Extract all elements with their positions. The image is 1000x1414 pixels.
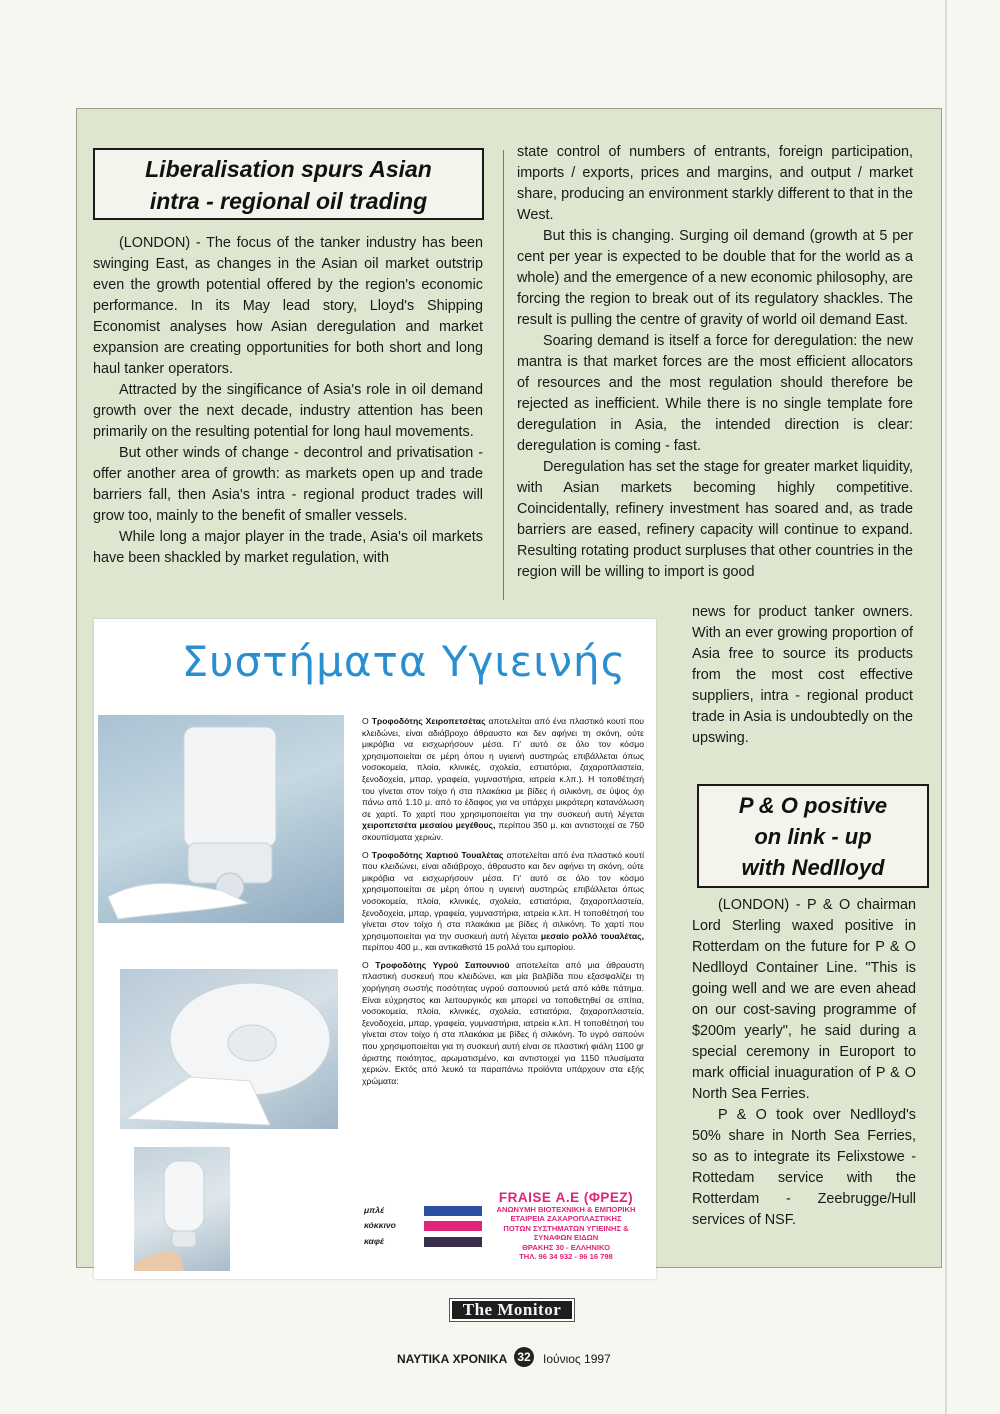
article1-paragraph: Deregulation has set the stage for greater market liquidity, with Asian markets becoming highly competitive. Coincidentally, refinery investment has soared and, as trade barriers are eased, refinery capacity will continue to expand. Resulting rotating product surpluses that other countries in the region will be willing to import is good [517,459,913,580]
article1-paragraph: Attracted by the singificance of Asia's role in oil demand growth over the next decade, industry attention has been primarily on the resulting potential for long haul movements. [93,382,483,440]
company-name: FRAISE Α.Ε (ΦΡΕΖ) [498,1190,634,1205]
ad-paragraph-toilet [362,850,644,954]
ad-text-fragment: Ο [362,959,369,970]
article2-headline-line2: on link - up [754,824,872,849]
column-divider [503,150,504,600]
issue-date: Ιούνιος 1997 [543,1352,611,1366]
ad-text-fragment: Ο [362,716,369,726]
company-line: ΠΟΤΩΝ ΣΥΣΤΗΜΑΤΩΝ ΥΓΙΕΙΝΗΣ & [503,1223,629,1233]
article2-paragraph: P & O took over Nedlloyd's 50% share in North Sea Ferries, so as to integrate its Felixstowe - Rottedam service with the Rotterdam - Zeebrugge/Hull services of NSF. [692,1107,916,1228]
article1-paragraph: state control of numbers of entrants, foreign participation, imports / exports, prices and margins, and output / market share, producing an environment starkly different to that in the West. [517,144,913,223]
ad-text-fragment: περίπου 400 μ., και αντικαθιστά 15 ρολλά του εμπορίου. [362,942,576,953]
article1-paragraph: But other winds of change - decontrol and privatisation - offer another area of growth: as markets open up and trade barriers fall, then Asia's intra - regional product trades will grow too, mainly to the benefit of smaller vessels. [93,445,483,524]
ad-product-name: Τροφοδότης Χαρτιού Τουαλέτας [371,849,504,860]
article1-column2 [517,142,913,583]
article2-headline-line1: P & O positive [738,793,888,818]
article1-column1 [93,233,483,569]
hygiene-advertisement [94,619,656,1279]
article1-column3 [692,602,913,749]
publication-name: ΝΑΥΤΙΚΑ ΧΡΟΝΙΚΑ [397,1352,508,1366]
article1-headline-line2: intra - regional oil trading [149,188,428,214]
article1-paragraph: Soaring demand is itself a force for deregulation: the new mantra is that market forces are the most efficient allocators of resources and the most regulation should therefore be rejected as inefficient. While there is no single template fore deregulation in Asia, the intended direction is clear: deregulation is coming - fast. [517,333,913,454]
article2-headline-line3: with Nedlloyd [741,855,885,880]
article1-headline-line1: Liberalisation spurs Asian [145,156,432,182]
monitor-logo: The Monitor [449,1298,575,1322]
company-line: ΑΝΩΝΥΜΗ ΒΙΟΤΕΧΝΙΚΗ & ΕΜΠΟΡΙΚΗ [496,1205,636,1214]
color-swatch-blue [424,1206,482,1216]
towel-dispenser-icon [98,715,344,923]
color-swatch-brown [424,1237,482,1247]
article1-paragraph: But this is changing. Surging oil demand (growth at 5 per cent per year is expected to be double that for the world as a whole) and the emergence of a new economic philosophy, are forcing the region to break out of its regulatory shackles. The result is pulling the centre of gravity of world oil demand East. [517,228,913,328]
article1-headline [93,148,484,220]
color-swatch-red [424,1221,482,1231]
ad-title: Συστήματα Υγιεινής [181,637,627,686]
ad-text-fragment: αποτελείται από ένα πλαστικό κουτί που κλειδώνει, είναι αδιάβροχο άθραυστο και δεν αφήνει τη σκόνη, ούτε μικρόβια να εισχωρήσουν μέσα. Γι' αυτό σε όλο τον κόσμο χρησιμοποιείται σε μέρη όπου η υγιεινή αυστηρώς επιβάλλεται όπως νοσοκομεία, πλοία, κλινικές, σχολεία, εστιατόρια, ζαχαροπλαστεία, ξενοδοχεία, μπαρ, γραφεία, γυμναστήρια, ιατρεία κ.λπ.). Η τοποθέτησή του γίνεται στον τοίχο ή στα πλακάκια με βίδες ή σιλικόνη, σε ύψος όχι πάνω από 1.10 μ. από το έδαφος για να υπάρχει μικρότερη κατανάλωση σε χαρτί. Το χαρτί που χρησιμοποιείται για την συσκευή αυτή λέγεται [362,716,645,819]
ad-paragraph-soap [362,960,644,1088]
ad-product-name: μεσαίο ρολλό τουαλέτας, [540,930,645,941]
toilet-paper-dispenser-icon [120,969,338,1129]
ad-product-name: χειροπετσέτα μεσαίου μεγέθους, [362,820,496,831]
article1-paragraph: While long a major player in the trade, Asia's oil markets have been shackled by market regulation, with [93,529,483,566]
ad-description [362,716,644,1093]
toilet-paper-dispenser-photo [120,969,338,1129]
ad-paragraph-towel [362,716,644,844]
article2-headline [697,784,929,888]
soap-dispenser-photo [134,1147,230,1271]
article2-body [692,895,916,1231]
ad-product-name: Τροφοδότης Υγρού Σαπουνιού [375,959,510,970]
ad-text-fragment: περίπου 350 μ. και αντιστοιχεί σε 750 σκουπίσματα χεριών. [362,820,645,842]
company-line: ΣΥΝΑΦΩΝ ΕΙΔΩΝ [533,1233,599,1243]
ad-product-name: Τροφοδότης Χειροπετσέτας [371,716,486,726]
towel-dispenser-photo [98,715,344,923]
ad-text-fragment: αποτελείται από μια άθραυστη πλαστική συσκευή που κλειδώνει, και μία βαλβίδα που εξασφαλίζει τη χορήγηση σωστής ποσότητας υγρού σαπουνιού μετά από κάθε πάτημα. Είναι εύχρηστος και λειτουργικός και μπορεί να τοποθετηθεί σε σπίτια, νοσοκομεία, πλοία, κλινικές, σχολεία, εστιατόρια, ζαχαροπλαστεία, ξενοδοχεία, μπαρ, γραφεία, γυμναστήρια, ιατρεία κ.λπ. Η τοποθέτησή του γίνεται στον τοίχο ή στα πλακάκια με βίδες ή σιλικόνη. Το υγρό σαπούνι που χρησιμοποιείται για τη συσκευή αυτή είναι σε πλαστική φιάλη 1100 gr άριστης ποιότητος, αρωματισμένο, και αντιστοιχεί για 1150 πλυσίματα χεριών. Εκτός από λευκό τα παραπάνω προϊόντα υπάρχουν στα εξής χρώματα: [362,959,644,1086]
soap-dispenser-icon [134,1147,230,1271]
article1-paragraph: news for product tanker owners. With an ever growing proportion of Asia free to source its products from the most cost effective suppliers, intra - regional product trade in Asia is undoubtedly on the upswing. [692,604,913,746]
article1-paragraph: (LONDON) - The focus of the tanker industry has been swinging East, as changes in the Asian oil market outstrip even the growth potential offered by the region's economic performance. In its May lead story, Lloyd's Shipping Economist analyses how Asian deregulation and market expansion are creating opportunities for both short and long haul tanker operators. [93,235,483,377]
color-label-blue: μπλέ [364,1205,385,1215]
company-line: ΘΡΑΚΗΣ 30 - ΕΛΛΗΝΙΚΟ [521,1242,611,1252]
company-info [486,1190,646,1261]
company-line: ΤΗΛ. 96 34 932 - 96 16 798 [519,1252,613,1262]
page-number: 32 [514,1347,534,1367]
company-line: ΕΤΑΙΡΕΙΑ ΖΑΧΑΡΟΠΛΑΣΤΙΚΗΣ [510,1214,622,1224]
article2-paragraph: (LONDON) - P & O chairman Lord Sterling waxed positive in Rotterdam on the future for P & O Nedlloyd Container Line. "This is going well and we are even ahead on our cost-saving programme of $200m yearly", he said during a special ceremony in Europort to mark official inuaguration of P & O North Sea Ferries. [692,897,916,1102]
ad-text-fragment: αποτελείται από ένα πλαστικό κουτί που κλειδώνει, είναι αδιάβροχο, άθραυστο και δεν αφήνει τη σκόνη, ούτε μικρόβια να εισχωρήσουν μέσα. Γι' αυτό σε όλο τον κόσμο χρησιμοποιείται σε μέρη όπου η υγιεινή αυστηρώς επιβάλλεται όπως νοσοκομεία, πλοία, κλινικές, σχολεία, εστιατόρια, ζαχαροπλαστεία, ξενοδοχεία, μπαρ, γραφεία, γυμναστήρια, ιατρεία κ.λπ. Η τοποθέτησή του γίνεται στον τοίχο ή στα πλακάκια με βίδες ή σιλικόνη. Το χαρτί που χρησιμοποιείται για την συσκευή αυτή λέγεται [362,849,644,941]
color-label-red: κόκκινο [364,1220,396,1230]
ad-text-fragment: Ο [362,849,369,860]
color-label-brown: καφέ [364,1236,385,1246]
page-edge [945,0,947,1414]
